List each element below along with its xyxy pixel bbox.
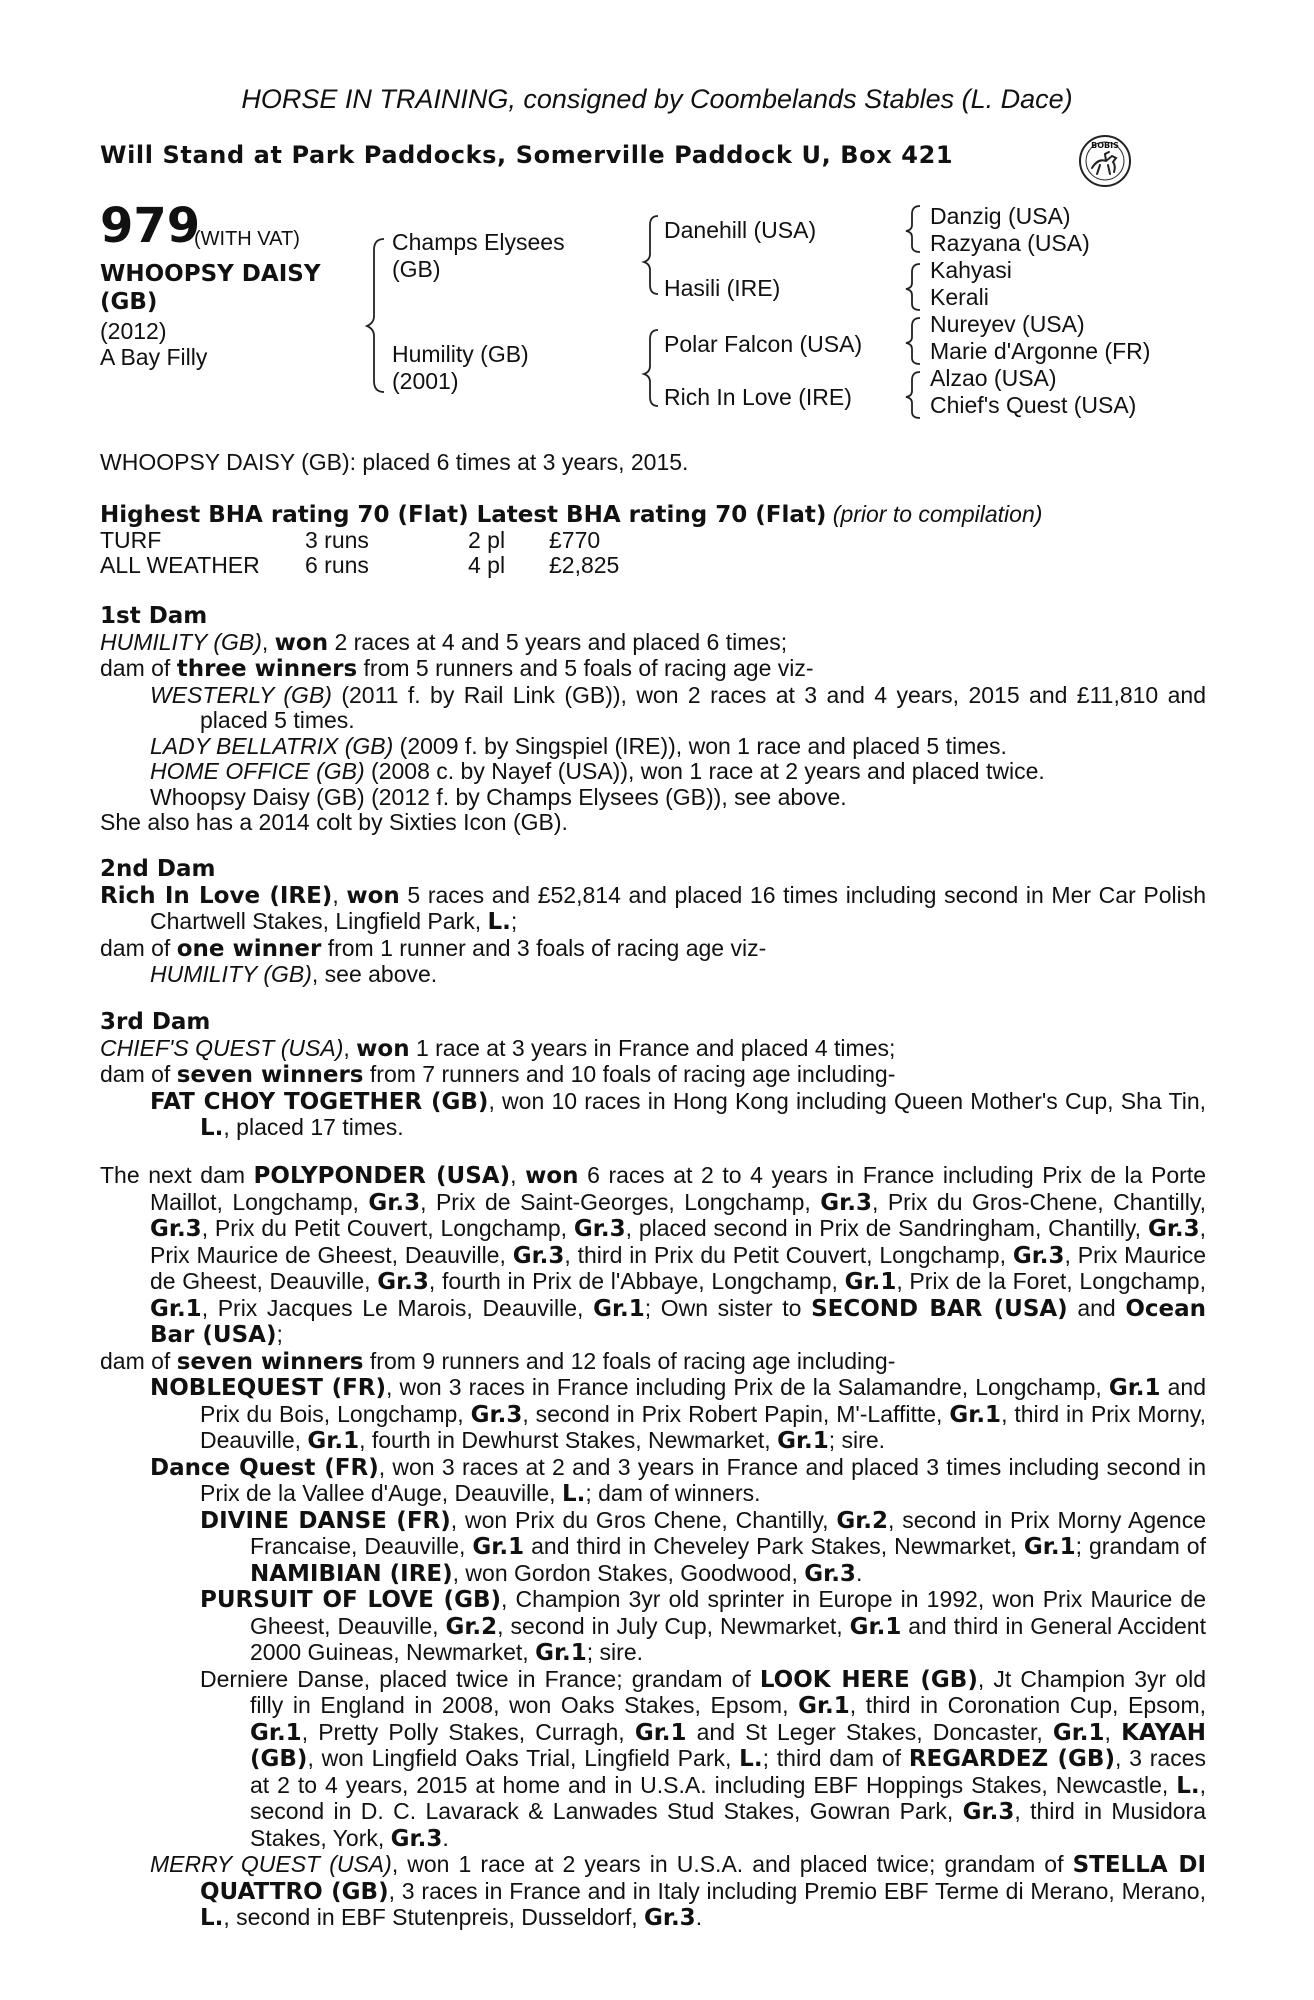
table-row [100, 528, 619, 553]
placed: 4 pl [468, 552, 506, 578]
gen3-ancestor: Danzig (USA) [930, 203, 1071, 229]
runs: 3 runs [305, 527, 369, 553]
list-item: FAT CHOY TOGETHER (GB), won 10 races in Hong Kong including Queen Mother's Cup, Sha Tin, L., placed 17 times. [150, 1087, 1206, 1141]
gen3-column [930, 203, 1150, 419]
rating-text: Highest BHA rating 70 (Flat) Latest BHA rating 70 (Flat) [100, 502, 827, 528]
dam-year: (2001) [392, 368, 459, 394]
horse-name-line1: WHOOPSY DAISY [100, 261, 321, 287]
gen3-ancestor: Nureyev (USA) [930, 311, 1085, 337]
list-item: Whoopsy Daisy (GB) (2012 f. by Champs Elysees (GB)), see above. [150, 783, 847, 810]
list-item: HUMILITY (GB), see above. [150, 961, 438, 987]
dam-sire: Polar Falcon (USA) [664, 331, 863, 357]
section-heading: 3rd Dam [100, 1009, 211, 1035]
gen3-ancestor: Chief's Quest (USA) [930, 392, 1137, 418]
dam-dam: Rich In Love (IRE) [664, 384, 852, 410]
list-item: DIVINE DANSE (FR), won Prix du Gros Chene, Chantilly, Gr.2, second in Prix Morny Agence Francaise, Deauville, Gr.1 and third in Cheveley Park Stakes, Newmarket, Gr.1; grandam of NAMIBIAN (IRE), won Gordon Stakes, Goodwood, Gr.3. [200, 1506, 1206, 1587]
dam-record: Rich In Love (IRE), won 5 races and £52,814 and placed 16 times including second in Mer Car Polish Chartwell Stakes, Lingfield Park, L.; [100, 881, 1207, 935]
gen3-ancestor: Marie d'Argonne (FR) [930, 338, 1151, 364]
section-heading: 2nd Dam [100, 856, 216, 882]
list-item: Derniere Danse, placed twice in France; grandam of LOOK HERE (GB), Jt Champion 3yr old filly in England in 2008, won Oaks Stakes, Epsom, Gr.1, third in Coronation Cup, Epsom, Gr.1, Pretty Polly Stakes, Curragh, Gr.1 and St Leger Stakes, Doncaster, Gr.1, KAYAH (GB), won Lingfield Oaks Trial, Lingfield Park, L.; third dam of REGARDEZ (GB), 3 races at 2 to 4 years, 2015 at home and in U.S.A. including EBF Hoppings Stakes, Newcastle, L., second in D. C. Lavarack & Lanwades Stud Stakes, Gowran Park, Gr.3, third in Musidora Stakes, York, Gr.3. [200, 1665, 1207, 1852]
logo-text: BOBIS [1091, 141, 1119, 150]
horse-description: A Bay Filly [100, 344, 208, 370]
vat-note: (WITH VAT) [194, 228, 300, 250]
race-summary: WHOOPSY DAISY (GB): placed 6 times at 3 years, 2015. [100, 449, 689, 475]
gen3-ancestor: Kerali [930, 284, 989, 310]
produce-summary: dam of seven winners from 7 runners and 10 foals of racing age including- [100, 1061, 896, 1088]
produce-summary: dam of one winner from 1 runner and 3 foals of racing age viz- [100, 934, 767, 962]
list-item: PURSUIT OF LOVE (GB), Champion 3yr old sprinter in Europe in 1992, won Prix Maurice de Gheest, Deauville, Gr.2, second in July Cup, Newmarket, Gr.1 and third in General Accident 2000 Guineas, Newmarket, Gr.1; sire. [200, 1586, 1206, 1666]
gen3-ancestor: Kahyasi [930, 257, 1012, 283]
list-item: WESTERLY (GB) (2011 f. by Rail Link (GB)), won 2 races at 3 and 4 years, 2015 and £11,810 and placed 5 times. [150, 681, 1206, 733]
gen3-ancestor: Alzao (USA) [930, 365, 1057, 391]
dam-record: HUMILITY (GB), won 2 races at 4 and 5 years and placed 6 times; [100, 628, 788, 656]
surface: ALL WEATHER [100, 552, 260, 578]
note: She also has a 2014 colt by Sixties Icon (GB). [100, 809, 568, 835]
runs: 6 runs [305, 552, 369, 578]
second-dam-section [100, 857, 1206, 988]
list-item: MERRY QUEST (USA), won 1 race at 2 years in U.S.A. and placed twice; grandam of STELLA DI QUATTRO (GB), 3 races in France and in Italy including Premio EBF Terme di Merano, Merano, L., second in EBF Stutenpreis, Dusseldorf, Gr.3. [150, 1851, 1207, 1931]
prize: £2,825 [549, 552, 620, 578]
lot-number: 979 [100, 198, 201, 254]
sire [392, 229, 565, 283]
section-heading: 1st Dam [100, 603, 208, 629]
sire-name: Champs Elysees [392, 229, 565, 255]
dam-record: CHIEF'S QUEST (USA), won 1 race at 3 years in France and placed 4 times; [100, 1034, 896, 1062]
list-item: NOBLEQUEST (FR), won 3 races in France including Prix de la Salamandre, Longchamp, Gr.1 and Prix du Bois, Longchamp, Gr.3, second in Prix Robert Papin, M'-Laffitte, Gr.1, third in Prix Morny, Deauville, Gr.1, fourth in Dewhurst Stakes, Newmarket, Gr.1; sire. [150, 1374, 1207, 1454]
rating-note: (prior to compilation) [832, 501, 1043, 527]
surface: TURF [100, 527, 162, 553]
table-row [100, 553, 619, 578]
sire-sire: Danehill (USA) [664, 217, 817, 243]
third-dam-section [100, 1010, 1206, 1142]
stand-location: Will Stand at Park Paddocks, Somerville Paddock U, Box 421 [100, 141, 954, 169]
sire-country: (GB) [392, 256, 441, 282]
next-dam-section [100, 1163, 1206, 1932]
list-item: LADY BELLATRIX (GB) (2009 f. by Singspiel (IRE)), won 1 race and placed 5 times. [150, 732, 1007, 759]
foaling-year: (2012) [100, 318, 167, 344]
record-table [100, 528, 619, 578]
produce-summary: dam of seven winners from 9 runners and 12 foals of racing age including- [100, 1347, 896, 1375]
gen3-ancestor: Razyana (USA) [930, 230, 1090, 256]
sire-dam: Hasili (IRE) [664, 275, 781, 301]
list-item: HOME OFFICE (GB) (2008 c. by Nayef (USA)), won 1 race at 2 years and placed twice. [150, 758, 1045, 784]
prize: £770 [549, 527, 601, 553]
list-item: Dance Quest (FR), won 3 races at 2 and 3 years in France and placed 3 times including second in Prix de la Vallee d'Auge, Deauville, L.; dam of winners. [150, 1453, 1207, 1507]
bha-rating [100, 502, 1206, 529]
consignment-title: HORSE IN TRAINING, consigned by Coombelands Stables (L. Dace) [241, 84, 1073, 114]
produce-summary: dam of three winners from 5 runners and 5 foals of racing age viz- [100, 655, 814, 682]
dam-record: The next dam POLYPONDER (USA), won 6 races at 2 to 4 years in France including Prix de la Porte Maillot, Longchamp, Gr.3, Prix de Saint-Georges, Longchamp, Gr.3, Prix du Gros-Chene, Chantilly, Gr.3, Prix du Petit Couvert, Longchamp, Gr.3, placed second in Prix de Sandringham, Chantilly, Gr.3, Prix Maurice de Gheest, Deauville, Gr.3, third in Prix du Petit Couvert, Longchamp, Gr.3, Prix Maurice de Gheest, Deauville, Gr.3, fourth in Prix de l'Abbaye, Longchamp, Gr.1, Prix de la Foret, Longchamp, Gr.1, Prix Jacques Le Marois, Deauville, Gr.1; Own sister to SECOND BAR (USA) and Ocean Bar (USA); [100, 1162, 1207, 1348]
dam-name: Humility (GB) [392, 341, 529, 367]
horse-name-line2: (GB) [100, 289, 158, 315]
dam [392, 341, 529, 395]
first-dam-section [100, 604, 1206, 836]
placed: 2 pl [468, 527, 506, 553]
